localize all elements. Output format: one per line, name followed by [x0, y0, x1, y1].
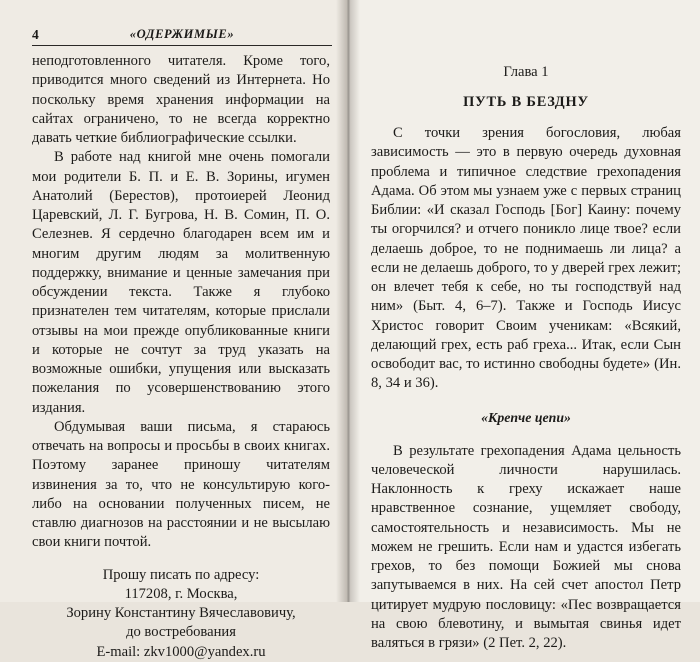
section-title: «Крепче цепи» — [481, 409, 571, 425]
paragraph-continued: неподготовленного читателя. Кроме того, приводится много сведений из Интернета. Но поскольку время хранения информации на сайтах ограничено, то не всегда корректно давать четкие библиографические ссылки. — [32, 53, 330, 146]
paragraph-acknowledgements: В работе над книгой мне очень помогали мои родители Б. П. и Е. В. Зорины, игумен Анатолий (Берестов), протоиерей Леонид Царевский, Л. Г. Бугрова, Н. В. Сомин, П. О. Селезнев. Я сердечно благодарен всем им и многим другим людям за молитвенную поддержку, внимание и ценные замечания при обсуждении текста. Также я глубоко признателен тем читателям, которые прислали отзывы на мои прежде опубликованные книги и которые не сочтут за труд указать на возможные ошибки, упущения или высказать пожелания по усовершенствованию этого издания. — [32, 149, 330, 416]
address-line: до востребования — [126, 624, 236, 641]
left-page — [0, 0, 348, 660]
paragraph-fall: В результате грехопадения Адама цельность человеческой личности нарушилась. Наклонность к греху искажает наше нравственное сознание, ущемляет свободу, самостоятельность и независимость. Мы не можем не грешить. Если нам и удастся избегать грехов, то без помощи Божией мы снова запутываемся в них. На сей счет апостол Петр цитирует мудрую пословицу: «Пес возвращается на свою блевотину, и вымытая свинья идет валяться в грязи» (2 Пет. 2, 22). — [371, 442, 681, 651]
page-number: 4 — [32, 27, 39, 42]
running-head — [32, 27, 332, 47]
address-block — [32, 566, 330, 662]
paragraph-letters: Обдумывая ваши письма, я стараюсь отвечать на вопросы и просьбы в своих книгах. Поэтому заранее приношу читателям извинения за то, что не консультирую кого-либо на основании полученных писем, не ставлю диагнозов на расстоянии и не высылаю свои книги почтой. — [32, 418, 330, 551]
paragraph-theology: С точки зрения богословия, любая зависимость — это в первую очередь духовная проблема и типичное следствие грехопадения Адама. Об этом мы узнаем уже с первых страниц Библии: «И сказал Господь [Бог] Каину: почему ты огорчился? и отчего поникло лице твое? если делаешь доброе, то не поднимаешь ли лица? а если не делаешь доброго, то у дверей грех лежит; он влечет тебя к себе, но ты господствуй над ним» (Быт. 4, 6–7). Также и Господь Иисус Христос говорит Своим ученикам: «Всякий, делающий грех, есть раб греха... Итак, если Сын освободит вас, то истинно свободны будете» (Ин. 8, 34 и 36). — [371, 125, 681, 392]
chapter-title: ПУТЬ В БЕЗДНУ — [463, 94, 589, 110]
chapter-label: Глава 1 — [503, 64, 549, 80]
header-rule — [32, 45, 332, 46]
left-body-text — [32, 52, 330, 662]
running-title: «ОДЕРЖИМЫЕ» — [129, 27, 235, 41]
address-line: Прошу писать по адресу: — [102, 566, 260, 583]
address-line: 117208, г. Москва, — [124, 585, 238, 602]
book-gutter — [336, 0, 360, 602]
address-line: Зорину Константину Вячеславовичу, — [66, 605, 296, 621]
email-line: E-mail: zkv1000@yandex.ru — [96, 643, 266, 660]
right-page — [348, 0, 700, 651]
right-body-text — [371, 62, 681, 653]
